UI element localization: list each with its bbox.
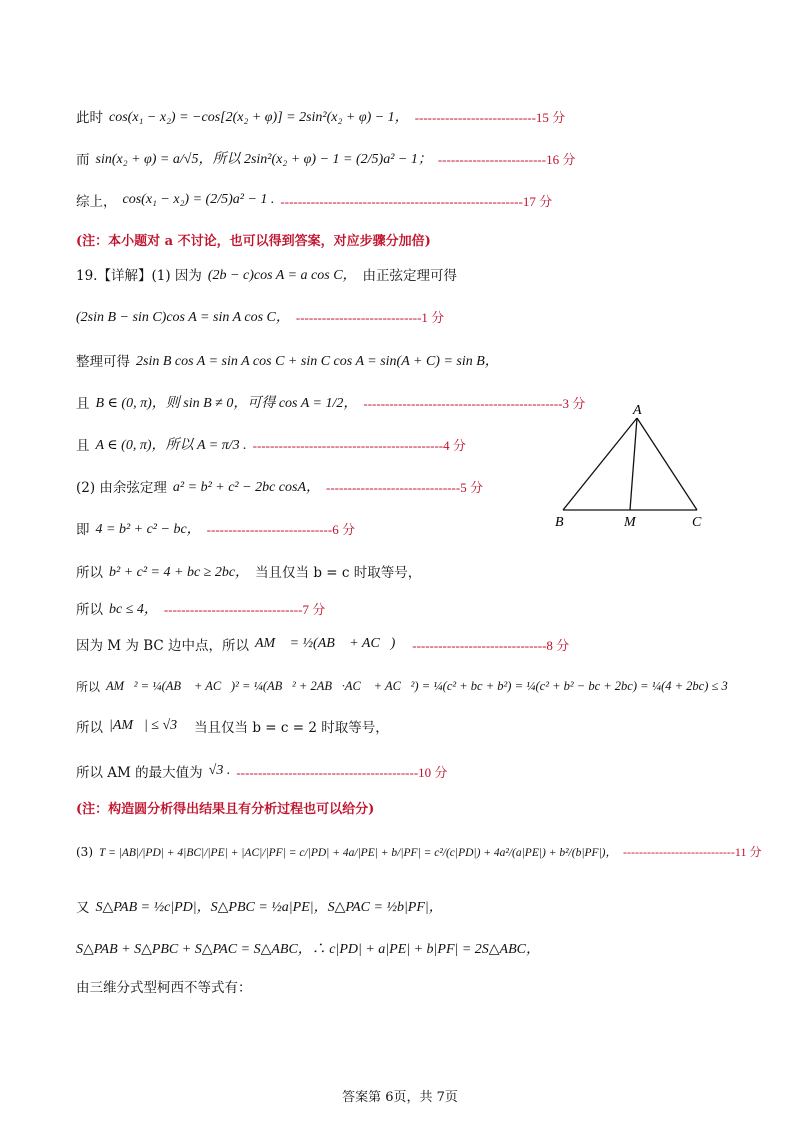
text: 所以 [76, 602, 103, 618]
text: 因为 M 为 BC 边中点，所以 [76, 638, 249, 654]
line-11 [76, 518, 355, 538]
formula: AM⃗² = ¼(AB⃗ + AC⃗)² = ¼(AB⃗² + 2AB⃗·AC⃗ + AC⃗²) = ¼(c² + bc + b²) = ¼(c² + b² − bc + 2bc) = ¼(4 + 2bc) ≤ 3， [106, 679, 738, 693]
line-13 [76, 598, 325, 618]
note-text: (注：构造圆分析得出结果且有分析过程也可以给分) [76, 802, 375, 817]
text: 此时 [76, 110, 103, 126]
formula: sin(x₂ + φ) = a/√5，所以 2sin²(x₂ + φ) − 1 = (2/5)a² − 1； [95, 152, 432, 167]
formula: bc ≤ 4， [109, 602, 158, 617]
score-mark: ----------------------------11 分 [623, 845, 762, 859]
text-post: 由正弦定理可得 [362, 268, 458, 284]
side-ac [637, 418, 697, 510]
score-mark: --------------------------------------------------------17 分 [280, 193, 553, 209]
text-post: 当且仅当 b = c = 2 时取等号， [194, 720, 389, 736]
line-14 [76, 634, 569, 654]
line-22 [76, 976, 252, 996]
median-am [630, 418, 637, 510]
label-c: C [692, 515, 702, 530]
text: 所以 AM 的最大值为 [76, 765, 203, 781]
score-mark: --------------------------------------------4 分 [252, 437, 466, 453]
formula: a² = b² + c² − 2bc cosA， [172, 480, 320, 495]
text-post: 当且仅当 b = c 时取等号， [255, 565, 422, 581]
formula: 4 = b² + c² − bc， [95, 522, 201, 537]
label-a: A [633, 403, 642, 418]
formula: cos(x₁ − x₂) = −cos[2(x₂ + φ)] = 2sin²(x₂ + φ) − 1， [109, 110, 409, 125]
text: 由三维分式型柯西不等式有： [76, 980, 252, 996]
formula: 2sin B cos A = sin A cos C + sin C cos A = sin(A + C) = sin B， [136, 354, 499, 369]
line-3 [76, 190, 552, 210]
text: 所以 [76, 680, 101, 694]
text: 且 [76, 396, 90, 412]
text: 所以 [76, 565, 103, 581]
formula: S△PAB = ½c|PD|，S△PBC = ½a|PE|，S△PAC = ½b|PF|， [95, 900, 443, 915]
page-footer: 答案第 6页，共 7页 [342, 1090, 458, 1105]
score-mark: --------------------------------7 分 [163, 601, 326, 617]
line-9 [76, 434, 466, 454]
line-19 [76, 843, 761, 860]
score-mark: ----------------------------15 分 [414, 109, 566, 125]
label-m: M [624, 515, 636, 530]
line-8 [76, 392, 585, 412]
text: 19.【详解】(1) 因为 [76, 268, 202, 284]
text: 整理可得 [76, 354, 130, 370]
line-12 [76, 561, 421, 581]
text: 所以 [76, 720, 103, 736]
triangle-figure [545, 400, 725, 540]
formula: (2b − c)cos A = a cos C， [207, 268, 357, 283]
line-6 [76, 306, 444, 326]
formula: cos(x₁ − x₂) = (2/5)a² − 1 . [122, 192, 275, 207]
text: 且 [76, 438, 90, 454]
formula: √3 . [208, 763, 231, 778]
line-17 [76, 761, 447, 781]
score-mark: -------------------------------5 分 [326, 479, 483, 495]
text: 又 [76, 900, 90, 916]
formula: S△PAB + S△PBC + S△PAC = S△ABC，∴ c|PD| + a|PE| + b|PF| = 2S△ABC， [76, 942, 541, 957]
side-ab [563, 418, 637, 510]
text: (2) 由余弦定理 [76, 480, 167, 496]
score-mark: -----------------------------6 分 [206, 521, 355, 537]
line-20 [76, 896, 443, 916]
line-21 [76, 938, 540, 958]
formula: T = |AB|/|PD| + 4|BC|/|PE| + |AC|/|PF| = c/|PD| + 4a/|PE| + b/|PF| = c²/(c|PD|) + 4a²/(a|PE|) + b²/(b|PF|)， [99, 846, 618, 859]
line-7 [76, 350, 499, 370]
text: 综上， [76, 194, 117, 210]
score-mark: -----------------------------1 分 [295, 309, 445, 325]
note-text: (注：本小题对 a 不讨论，也可以得到答案，对应步骤分加倍) [76, 234, 431, 249]
text: 即 [76, 522, 90, 538]
note-2 [76, 798, 374, 817]
line-16 [76, 716, 389, 736]
line-1 [76, 106, 565, 126]
formula: AM⃗ = ½(AB⃗ + AC⃗)， [255, 636, 407, 651]
formula: |AM⃗| ≤ √3， [109, 718, 189, 733]
score-mark: ------------------------------------------10 分 [236, 764, 448, 780]
text: 而 [76, 152, 90, 168]
line-10 [76, 476, 483, 496]
score-mark: -------------------------16 分 [437, 151, 576, 167]
formula: A ∈ (0, π)，所以 A = π/3 . [95, 438, 247, 453]
text: (3) [76, 844, 93, 859]
formula: B ∈ (0, π)，则 sin B ≠ 0，可得 cos A = 1/2， [95, 396, 358, 411]
note-1 [76, 230, 431, 249]
label-b: B [555, 515, 564, 530]
line-15 [76, 678, 737, 695]
line-5 [76, 264, 457, 284]
score-mark: -------------------------------8 分 [412, 637, 570, 653]
score-mark: ----------------------------------------------3 分 [363, 395, 586, 411]
formula: b² + c² = 4 + bc ≥ 2bc， [109, 565, 250, 580]
formula: (2sin B − sin C)cos A = sin A cos C， [76, 310, 290, 325]
line-2 [76, 148, 575, 168]
